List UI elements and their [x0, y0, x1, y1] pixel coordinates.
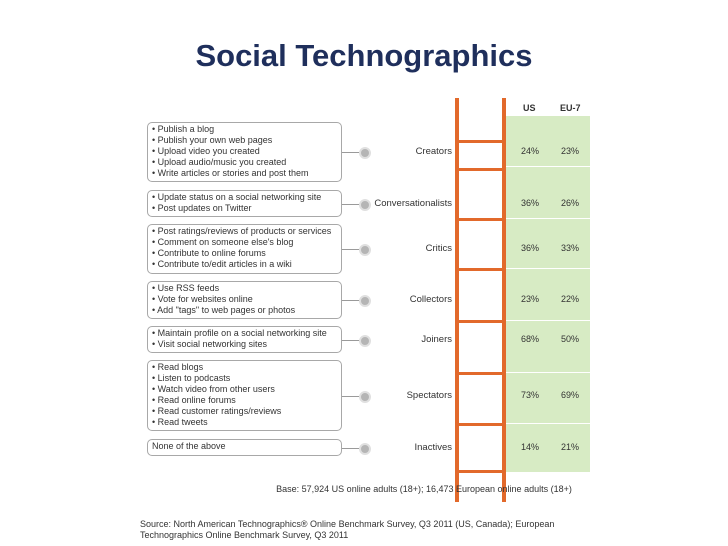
panel-divider: [506, 268, 590, 269]
activity-item: • Use RSS feeds: [152, 283, 220, 293]
activity-item: • Write articles or stories and post them: [152, 168, 309, 178]
percent-us: 23%: [521, 294, 540, 304]
ladder-rung: [459, 168, 502, 171]
percent-eu7: 23%: [561, 146, 580, 156]
panel-divider: [506, 423, 590, 424]
activity-item: • Contribute to/edit articles in a wiki: [152, 259, 292, 269]
activity-item: • Post updates on Twitter: [152, 203, 252, 213]
percent-us: 73%: [521, 390, 540, 400]
activity-box-spectators: [147, 360, 342, 431]
column-header-eu7: EU-7: [560, 103, 581, 113]
panel-divider: [506, 372, 590, 373]
panel-divider: [506, 320, 590, 321]
source-note: Source: North American Technographics® Online Benchmark Survey, Q3 2011 (US, Canada); European Technographics Online Benchmark Survey, Q3 2011: [140, 519, 555, 540]
ladder-rung: [459, 320, 502, 323]
percent-eu7: 33%: [561, 243, 580, 253]
percent-eu7: 69%: [561, 390, 580, 400]
activity-item: • Watch video from other users: [152, 384, 275, 394]
group-label-critics: Critics: [425, 243, 452, 254]
ladder-rung: [459, 268, 502, 271]
activity-item: • Visit social networking sites: [152, 339, 268, 349]
activity-box-collectors: [147, 281, 342, 319]
connector-dot: [359, 295, 371, 307]
group-label-inactives: Inactives: [414, 442, 452, 453]
activity-box-critics: [147, 224, 342, 274]
connector-dot: [359, 335, 371, 347]
base-note: Base: 57,924 US online adults (18+); 16,473 European online adults (18+): [276, 484, 572, 494]
activity-box-joiners: [147, 326, 342, 353]
group-label-spectators: Spectators: [406, 390, 452, 401]
percent-us: 36%: [521, 198, 540, 208]
activity-item: • Comment on someone else's blog: [152, 237, 294, 247]
percent-eu7: 21%: [561, 442, 580, 452]
activity-item: • Contribute to online forums: [152, 248, 266, 258]
percent-eu7: 22%: [561, 294, 580, 304]
activity-box-inactives: [147, 439, 342, 456]
panel-divider: [506, 166, 590, 167]
activity-item: • Upload video you created: [152, 146, 260, 156]
activity-item: • Read online forums: [152, 395, 236, 405]
connector-dot: [359, 443, 371, 455]
group-label-joiners: Joiners: [421, 334, 452, 345]
connector-dot: [359, 391, 371, 403]
group-label-creators: Creators: [415, 146, 452, 157]
group-label-conversationalists: Conversationalists: [374, 198, 452, 209]
panel-divider: [506, 218, 590, 219]
activity-item: • Vote for websites online: [152, 294, 253, 304]
activity-box-creators: [147, 122, 342, 182]
ladder-rung: [459, 372, 502, 375]
column-header-us: US: [523, 103, 536, 113]
percent-eu7: 50%: [561, 334, 580, 344]
ladder-rung: [459, 140, 502, 143]
activity-item: • Upload audio/music you created: [152, 157, 287, 167]
slide-title: Social Technographics: [195, 38, 533, 73]
activity-item: • Read customer ratings/reviews: [152, 406, 282, 416]
ladder-left-rail: [455, 98, 459, 502]
ladder-rung: [459, 218, 502, 221]
activity-item: • Read blogs: [152, 362, 204, 372]
activity-item: • Publish a blog: [152, 124, 215, 134]
activity-item: • Update status on a social networking site: [152, 192, 322, 202]
activity-item: None of the above: [152, 441, 226, 451]
percent-us: 14%: [521, 442, 540, 452]
activity-item: • Read tweets: [152, 417, 208, 427]
percent-eu7: 26%: [561, 198, 580, 208]
percent-us: 36%: [521, 243, 540, 253]
ladder-right-rail: [502, 98, 506, 502]
connector-dot: [359, 244, 371, 256]
activity-item: • Post ratings/reviews of products or services: [152, 226, 332, 236]
group-label-collectors: Collectors: [409, 294, 452, 305]
activity-box-conversationalists: [147, 190, 342, 217]
connector-dot: [359, 147, 371, 159]
activity-item: • Add "tags" to web pages or photos: [152, 305, 296, 315]
activity-item: • Maintain profile on a social networking site: [152, 328, 327, 338]
activity-item: • Publish your own web pages: [152, 135, 273, 145]
activity-item: • Listen to podcasts: [152, 373, 231, 383]
percent-us: 24%: [521, 146, 540, 156]
ladder-rung: [459, 423, 502, 426]
ladder-rung: [459, 470, 502, 473]
connector-dot: [359, 199, 371, 211]
percent-us: 68%: [521, 334, 540, 344]
